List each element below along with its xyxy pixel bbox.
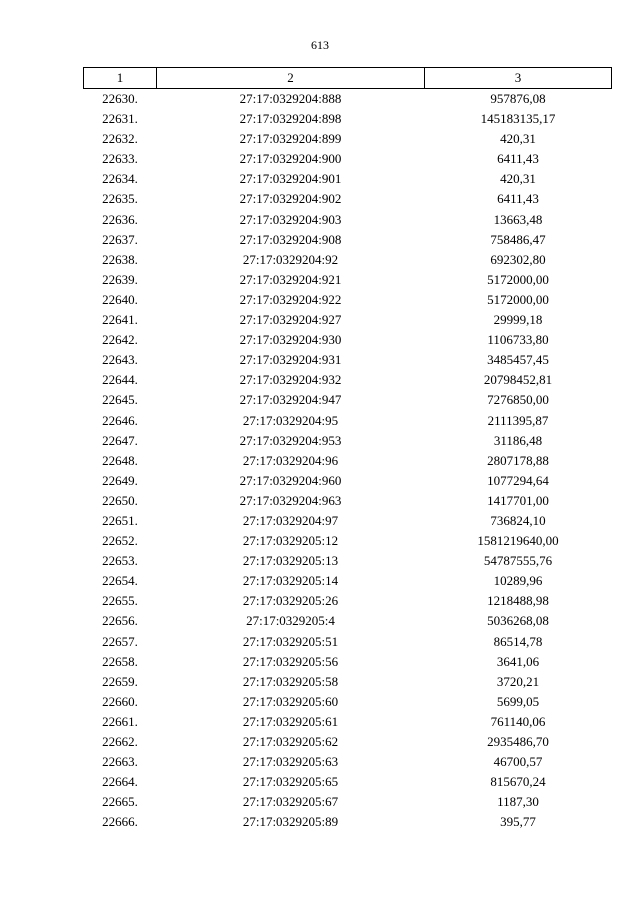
table-row <box>84 591 612 611</box>
table-row <box>84 89 612 110</box>
table-row <box>84 290 612 310</box>
cadastral-value: 5172000,00 <box>487 271 549 287</box>
cadastral-number: 27:17:0329204:963 <box>239 492 342 508</box>
cadastral-value: 761140,06 <box>490 713 546 729</box>
table-header <box>84 68 612 89</box>
row-number: 22631. <box>102 111 138 127</box>
cadastral-value: 736824,10 <box>490 512 546 528</box>
table-row <box>84 812 612 832</box>
table-row <box>84 350 612 370</box>
table-row <box>84 732 612 752</box>
cadastral-value: 3641,06 <box>496 653 540 669</box>
cadastral-value: 2807178,88 <box>487 452 549 468</box>
cadastral-value: 6411,43 <box>497 151 539 167</box>
cadastral-number: 27:17:0329204:888 <box>239 91 342 106</box>
table-row <box>84 370 612 390</box>
row-number: 22642. <box>102 332 138 348</box>
cadastral-number: 27:17:0329204:900 <box>239 151 342 167</box>
cadastral-value: 31186,48 <box>493 432 543 448</box>
row-number: 22634. <box>102 171 138 187</box>
cadastral-number: 27:17:0329204:908 <box>239 231 342 247</box>
table-row <box>84 270 612 290</box>
cadastral-value: 692302,80 <box>490 251 546 267</box>
row-number: 22635. <box>102 191 138 207</box>
row-number: 22630. <box>102 91 138 106</box>
cadastral-value: 1187,30 <box>497 794 539 810</box>
row-number: 22641. <box>102 312 138 328</box>
row-number: 22647. <box>102 432 138 448</box>
cadastral-value: 815670,24 <box>490 774 546 790</box>
table-row <box>84 611 612 631</box>
table-row <box>84 511 612 531</box>
cadastral-value: 86514,78 <box>493 633 543 649</box>
cadastral-number: 27:17:0329205:12 <box>242 533 339 549</box>
table-row <box>84 189 612 209</box>
table-body <box>84 89 612 833</box>
table-row <box>84 491 612 511</box>
cadastral-value: 5172000,00 <box>487 291 549 307</box>
table-row <box>84 411 612 431</box>
table-row <box>84 451 612 471</box>
cadastral-value: 20798452,81 <box>483 372 553 388</box>
cadastral-value: 29999,18 <box>493 312 543 328</box>
cadastral-value: 395,77 <box>500 814 536 830</box>
cadastral-number: 27:17:0329204:92 <box>242 251 339 267</box>
table-row <box>84 129 612 149</box>
cadastral-number: 27:17:0329204:96 <box>242 452 339 468</box>
cadastral-number: 27:17:0329204:922 <box>239 291 342 307</box>
cadastral-value: 5699,05 <box>496 693 540 709</box>
cadastral-value: 1106733,80 <box>487 332 549 348</box>
table-row <box>84 330 612 350</box>
cadastral-number: 27:17:0329204:930 <box>239 332 342 348</box>
cadastral-number: 27:17:0329205:65 <box>242 774 339 790</box>
cadastral-value: 1417701,00 <box>487 492 549 508</box>
table-row <box>84 169 612 189</box>
cadastral-value: 1218488,98 <box>487 593 549 609</box>
cadastral-value: 13663,48 <box>493 211 543 227</box>
cadastral-number: 27:17:0329204:902 <box>239 191 342 207</box>
cadastral-number: 27:17:0329204:97 <box>242 512 339 528</box>
cadastral-value: 6411,43 <box>497 191 539 207</box>
row-number: 22665. <box>102 794 138 810</box>
row-number: 22649. <box>102 472 138 488</box>
cadastral-value: 957876,08 <box>490 91 546 106</box>
cadastral-number: 27:17:0329205:13 <box>242 553 339 569</box>
table-row <box>84 210 612 230</box>
row-number: 22636. <box>102 211 138 227</box>
table-row <box>84 310 612 330</box>
row-number: 22639. <box>102 271 138 287</box>
cadastral-value: 2935486,70 <box>487 734 549 749</box>
cadastral-value: 10289,96 <box>493 573 543 589</box>
row-number: 22648. <box>102 452 138 468</box>
table-row <box>84 230 612 250</box>
table-row <box>84 531 612 551</box>
table-row <box>84 632 612 652</box>
row-number: 22633. <box>102 151 138 167</box>
cadastral-value: 3485457,45 <box>487 352 549 368</box>
row-number: 22646. <box>102 412 138 428</box>
cadastral-value: 3720,21 <box>496 673 540 689</box>
cadastral-number: 27:17:0329204:899 <box>239 131 342 147</box>
cadastral-value: 54787555,76 <box>483 553 553 569</box>
cadastral-number: 27:17:0329205:60 <box>242 693 339 709</box>
column-header-2: 2 <box>157 68 425 89</box>
cadastral-number: 27:17:0329205:67 <box>242 794 339 810</box>
table-row <box>84 431 612 451</box>
row-number: 22656. <box>102 613 138 629</box>
table-row <box>84 692 612 712</box>
cadastral-number: 27:17:0329204:947 <box>239 392 342 408</box>
cadastral-value: 46700,57 <box>493 754 543 770</box>
table-row <box>84 712 612 732</box>
cadastral-number: 27:17:0329204:903 <box>239 211 342 227</box>
table-row <box>84 571 612 591</box>
cadastral-number: 27:17:0329205:89 <box>242 814 339 830</box>
row-number: 22644. <box>102 372 138 388</box>
cadastral-value: 5036268,08 <box>487 613 549 629</box>
row-number: 22657. <box>102 633 138 649</box>
table-row <box>84 652 612 672</box>
cadastral-number: 27:17:0329205:58 <box>242 673 339 689</box>
row-number: 22632. <box>102 131 138 147</box>
table-row <box>84 752 612 772</box>
table-row <box>84 390 612 410</box>
column-header-1: 1 <box>84 68 157 89</box>
table-row <box>84 250 612 270</box>
data-table <box>83 67 612 832</box>
row-number: 22658. <box>102 653 138 669</box>
cadastral-number: 27:17:0329205:51 <box>242 633 339 649</box>
cadastral-value: 2111395,87 <box>487 412 549 428</box>
cadastral-number: 27:17:0329204:960 <box>239 472 342 488</box>
row-number: 22661. <box>102 713 138 729</box>
cadastral-number: 27:17:0329205:26 <box>242 593 339 609</box>
row-number: 22640. <box>102 291 138 307</box>
cadastral-value: 758486,47 <box>490 231 546 247</box>
row-number: 22659. <box>102 673 138 689</box>
cadastral-number: 27:17:0329205:61 <box>242 713 339 729</box>
cadastral-number: 27:17:0329204:931 <box>239 352 342 368</box>
cadastral-number: 27:17:0329205:4 <box>246 613 335 629</box>
cadastral-number: 27:17:0329205:63 <box>242 754 339 770</box>
cadastral-value: 7276850,00 <box>487 392 549 408</box>
cadastral-number: 27:17:0329204:901 <box>239 171 342 187</box>
row-number: 22654. <box>102 573 138 589</box>
table-row <box>84 109 612 129</box>
cadastral-number: 27:17:0329205:62 <box>242 734 339 749</box>
cadastral-number: 27:17:0329205:14 <box>242 573 339 589</box>
row-number: 22666. <box>102 814 138 830</box>
row-number: 22637. <box>102 231 138 247</box>
cadastral-number: 27:17:0329204:927 <box>239 312 342 328</box>
row-number: 22652. <box>102 533 138 549</box>
table-row <box>84 471 612 491</box>
cadastral-value: 1077294,64 <box>487 472 549 488</box>
cadastral-value: 420,31 <box>500 131 536 147</box>
row-number: 22663. <box>102 754 138 770</box>
row-number: 22650. <box>102 492 138 508</box>
page-number: 613 <box>311 38 329 52</box>
table-row <box>84 672 612 692</box>
row-number: 22662. <box>102 734 138 749</box>
row-number: 22664. <box>102 774 138 790</box>
table-row <box>84 772 612 792</box>
cadastral-number: 27:17:0329204:932 <box>239 372 342 388</box>
cadastral-number: 27:17:0329204:95 <box>242 412 339 428</box>
header-row <box>84 68 612 89</box>
table-row <box>84 551 612 571</box>
table-row <box>84 149 612 169</box>
column-header-3: 3 <box>425 68 612 89</box>
row-number: 22651. <box>102 512 138 528</box>
row-number: 22643. <box>102 352 138 368</box>
cadastral-value: 420,31 <box>500 171 536 187</box>
row-number: 22638. <box>102 251 138 267</box>
table-row <box>84 792 612 812</box>
cadastral-value: 1581219640,00 <box>477 533 559 549</box>
cadastral-number: 27:17:0329205:56 <box>242 653 339 669</box>
cadastral-value: 145183135,17 <box>480 111 556 127</box>
row-number: 22653. <box>102 553 138 569</box>
cadastral-number: 27:17:0329204:898 <box>239 111 342 127</box>
cadastral-number: 27:17:0329204:953 <box>239 432 342 448</box>
cadastral-number: 27:17:0329204:921 <box>239 271 342 287</box>
row-number: 22645. <box>102 392 138 408</box>
row-number: 22660. <box>102 693 138 709</box>
row-number: 22655. <box>102 593 138 609</box>
